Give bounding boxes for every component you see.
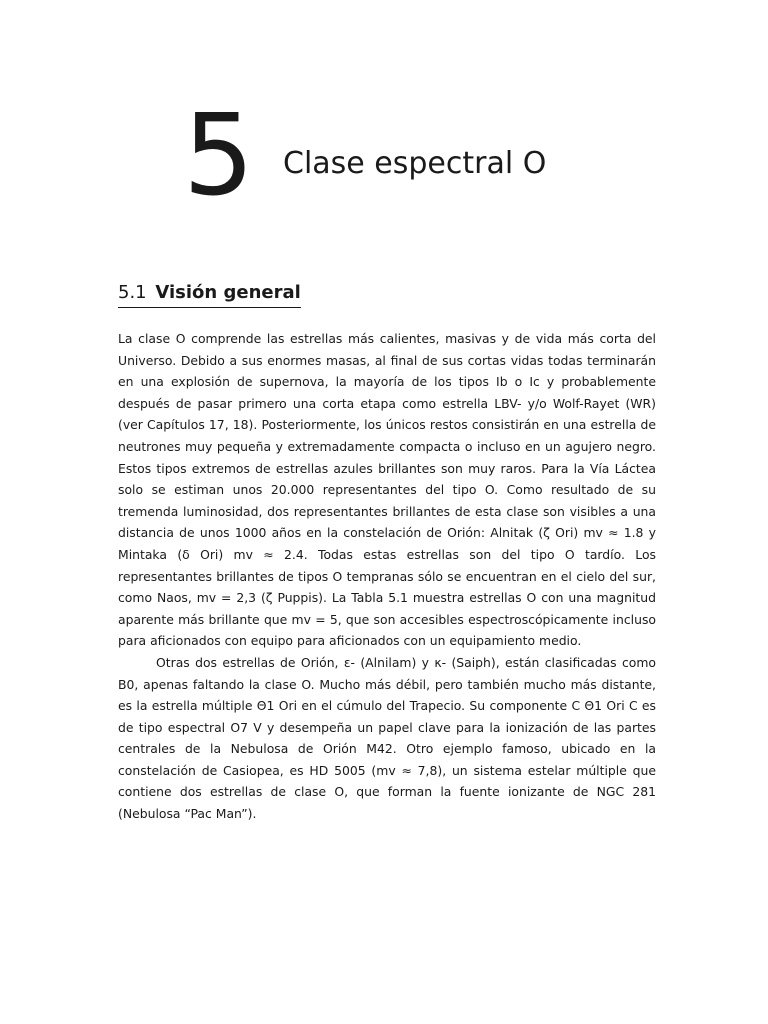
body-text [118, 328, 656, 825]
chapter-number: 5 [183, 91, 253, 221]
chapter-title: Clase espectral O [283, 146, 547, 181]
paragraph: La clase O comprende las estrellas más calientes, masivas y de vida más corta del Universo. Debido a sus enormes masas, al final de sus cortas vidas todas terminarán en una explosión de supernova, la mayoría de los tipos Ib o Ic y probablemente después de pasar primero una corta etapa como estrella LBV- y/o Wolf-Rayet (WR) (ver Capítulos 17, 18). Posteriormente, los únicos restos consistirán en una estrella de neutrones muy pequeña y extremadamente compacta o incluso en un agujero negro. Estos tipos extremos de estrellas azules brillantes son muy raros. Para la Vía Láctea solo se estiman unos 20.000 representantes del tipo O. Como resultado de su tremenda luminosidad, dos representantes brillantes de esta clase son visibles a una distancia de unos 1000 años en la constelación de Orión: Alnitak (ζ Ori) mv ≈ 1.8 y Mintaka (δ Ori) mv ≈ 2.4. Todas estas estrellas son del tipo O tardío. Los representantes brillantes de tipos O tempranas sólo se encuentran en el cielo del sur, como Naos, mv = 2,3 (ζ Puppis). La Tabla 5.1 muestra estrellas O con una magnitud aparente más brillante que mv = 5, que son accesibles espectroscópicamente incluso para aficionados con equipo para aficionados con un equipamiento medio. [118, 331, 656, 649]
section-number: 5.1 [118, 282, 147, 303]
paragraph: Otras dos estrellas de Orión, ε- (Alnilam) y κ- (Saiph), están clasificadas como B0, apenas faltando la clase O. Mucho más débil, pero también mucho más distante, es la estrella múltiple Θ1 Ori en el cúmulo del Trapecio. Su componente C Θ1 Ori C es de tipo espectral O7 V y desempeña un papel clave para la ionización de las partes centrales de la Nebulosa de Orión M42. Otro ejemplo famoso, ubicado en la constelación de Casiopea, es HD 5005 (mv ≈ 7,8), un sistema estelar múltiple que contiene dos estrellas de clase O, que forman la fuente ionizante de NGC 281 (Nebulosa “Pac Man”). [118, 654, 656, 822]
section-heading [118, 281, 301, 308]
section-title: Visión general [155, 282, 301, 303]
